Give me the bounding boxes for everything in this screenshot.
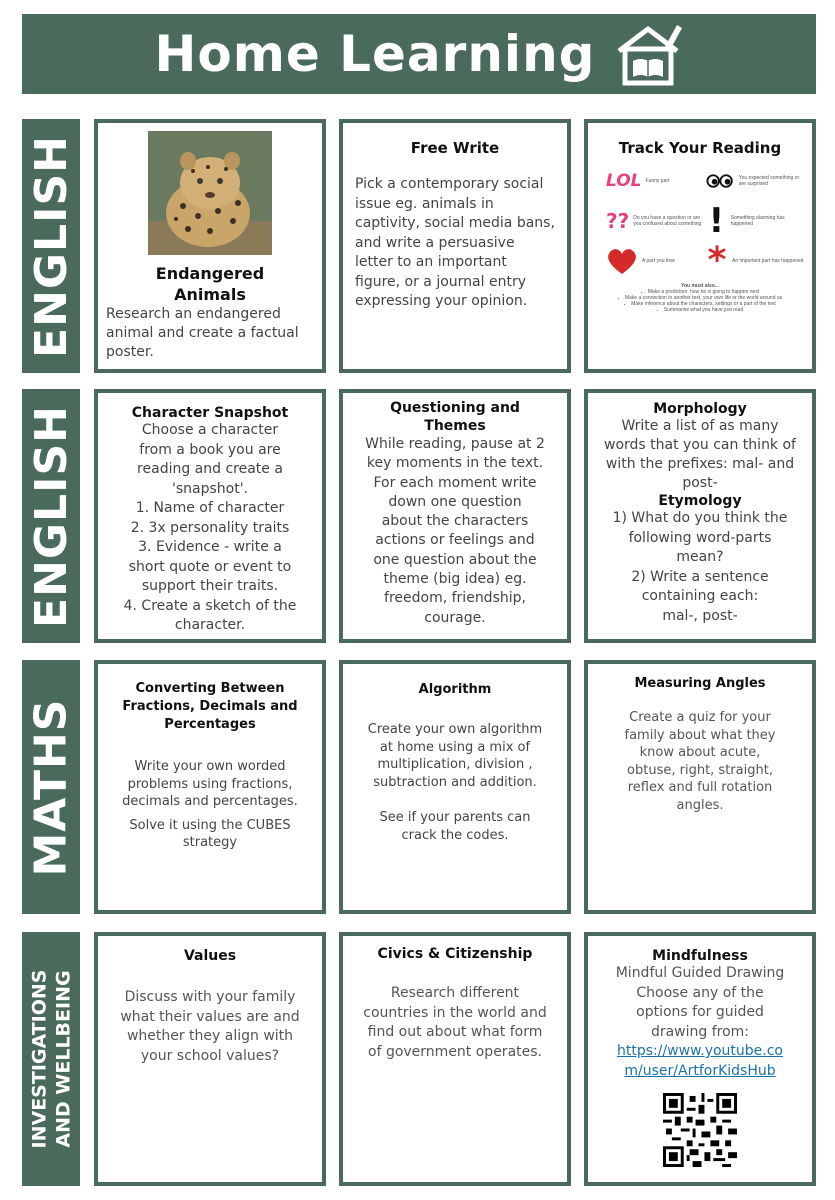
mindfulness-title: Mindfulness (652, 948, 748, 964)
card-civics: Civics & Citizenship Research different countries in the world and find out about what form of government operates. (339, 932, 571, 1186)
morphology-title: Morphology (653, 401, 747, 417)
page-title: Home Learning (154, 25, 596, 83)
heart-icon (606, 247, 638, 275)
civics-title: Civics & Citizenship (377, 946, 533, 962)
card-track-reading: Track Your Reading LOL Funny part You expected something or are surprised ?? Do you have a question or are you confused about something ! Something alarming has happened A part you love * An important part has happened You must also... • Make a prediction: how he is going to happen next • Make a connection to another text, your own life or the world around us • Make inference about the characters, settings or a part of the text • Summarise what you have just read (584, 119, 816, 373)
band-english-1: ENGLISH (22, 119, 80, 373)
eyes-icon (706, 171, 735, 191)
card-morphology: Morphology Write a list of as many words that you can think of with the prefixes: mal- and post- Etymology 1) What do you think the following word-parts mean? 2) Write a sentence containing each: mal-, post- (584, 389, 816, 643)
band-english-2: ENGLISH (22, 389, 80, 643)
band-investigations: INVESTIGATIONS AND WELLBEING (22, 932, 80, 1186)
asterisk-icon: * (707, 240, 727, 281)
card-mindfulness: Mindfulness Mindful Guided Drawing Choose any of the options for guided drawing from: https://www.youtube.co m/user/ArtforKidsHub (584, 932, 816, 1186)
card-converting: Converting Between Fractions, Decimals and Percentages Write your own worded problems using fractions, decimals and percentages. Solve it using the CUBES strategy (94, 660, 326, 914)
card-values: Values Discuss with your family what their values are and whether they align with your school values? (94, 932, 326, 1186)
page-header (22, 14, 816, 94)
card-questioning-themes: Questioning and Themes While reading, pause at 2 key moments in the text. For each moment write down one question about the characters actions or feelings and one question about the theme (big idea) eg. freedom, friendship, courage. (339, 389, 571, 643)
artforkidshub-link[interactable]: https://www.youtube.co m/user/ArtforKidsHub (617, 1043, 783, 1079)
etymology-title: Etymology (658, 493, 742, 509)
endangered-body: Research an endangered animal and create a factual poster. (106, 306, 299, 360)
card-measuring-angles: Measuring Angles Create a quiz for your family about what they know about acute, obtuse, right, straight, reflex and full rotation angles. (584, 660, 816, 914)
band-maths: MATHS (22, 660, 80, 914)
angles-title: Measuring Angles (634, 676, 766, 691)
house-book-pencil-icon (613, 21, 683, 87)
lol-icon: LOL (606, 171, 642, 191)
snapshot-title: Character Snapshot (131, 405, 289, 421)
exclamation-icon: ! (708, 201, 725, 241)
card-free-write (339, 119, 571, 373)
free-write-body: Pick a contemporary social issue eg. animals in captivity, social media bans, and write a persuasive letter to an important figure, or a journal entry expressing your opinion. (355, 176, 555, 309)
values-title: Values (183, 948, 237, 964)
qr-code-icon[interactable] (663, 1093, 737, 1167)
algorithm-title: Algorithm (418, 682, 492, 697)
free-write-title: Free Write (410, 139, 500, 157)
track-reading-title: Track Your Reading (618, 139, 782, 157)
question-marks-icon: ?? (606, 209, 630, 233)
card-endangered-animals: Endangered Animals Research an endangered animal and create a factual poster. (94, 119, 326, 373)
card-character-snapshot: Character Snapshot Choose a character from a book you are reading and create a 'snapshot'. 1. Name of character 2. 3x personality traits 3. Evidence - write a short quote or event to support their traits. 4. Create a sketch of the character. (94, 389, 326, 643)
leopard-cub-image (148, 131, 272, 255)
card-algorithm: Algorithm Create your own algorithm at home using a mix of multiplication, division , subtraction and addition. See if your parents can crack the codes. (339, 660, 571, 914)
